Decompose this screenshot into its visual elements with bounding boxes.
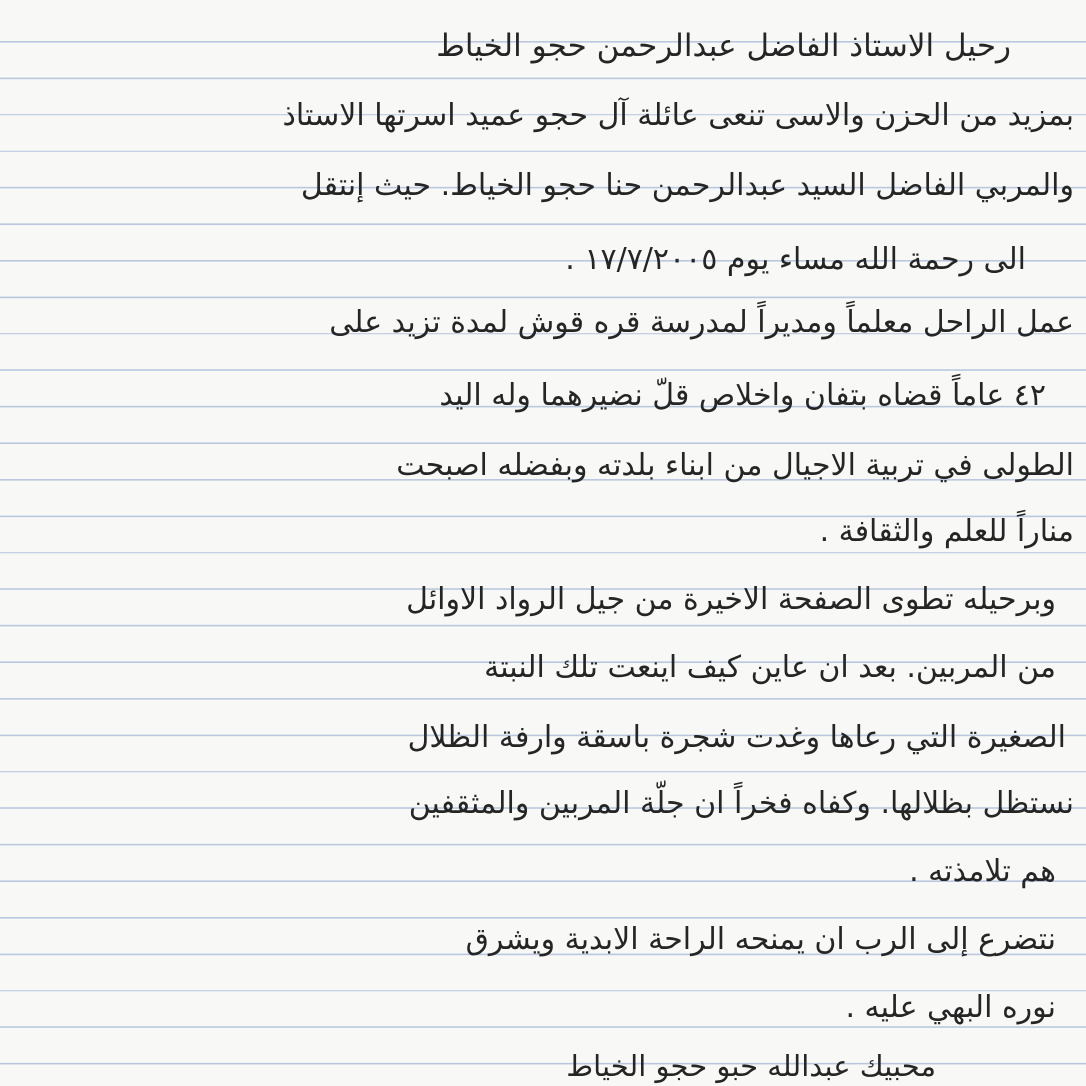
letter-line: عمل الراحل معلماً ومديراً لمدرسة قره قوش لمدة تزيد على: [329, 305, 1074, 340]
letter-line: هم تلامذته .: [909, 854, 1056, 889]
letter-signature: محبيك عبدالله حبو حجو الخياط: [566, 1049, 936, 1083]
letter-line: بمزيد من الحزن والاسى تنعى عائلة آل حجو عميد اسرتها الاستاذ: [282, 98, 1074, 133]
letter-line: الطولى في تربية الاجيال من ابناء بلدته وبفضله اصبحت: [396, 448, 1074, 483]
letter-line: وبرحيله تطوى الصفحة الاخيرة من جيل الرواد الاوائل: [406, 582, 1056, 617]
letter-line: نوره البهي عليه .: [845, 990, 1056, 1025]
letter-line: مناراً للعلم والثقافة .: [819, 514, 1074, 549]
letter-line: الصغيرة التي رعاها وغدت شجرة باسقة وارفة الظلال: [407, 720, 1066, 755]
letter-line: نتضرع إلى الرب ان يمنحه الراحة الابدية ويشرق: [465, 922, 1056, 957]
letter-line: من المربين. بعد ان عاين كيف اينعت تلك النبتة: [484, 650, 1056, 685]
letter-line: الى رحمة الله مساء يوم ١٧/٧/٢٠٠٥ .: [565, 242, 1026, 277]
letter-line: نستظل بظلالها. وكفاه فخراً ان جلّة المربين والمثقفين: [408, 786, 1074, 821]
letter-line: والمربي الفاضل السيد عبدالرحمن حنا حجو الخياط. حيث إنتقل: [300, 168, 1074, 203]
letter-line: ٤٢ عاماً قضاه بتفان واخلاص قلّ نضيرهما وله اليد: [439, 378, 1046, 413]
letter-title: رحيل الاستاذ الفاضل عبدالرحمن حجو الخياط: [436, 28, 1011, 64]
